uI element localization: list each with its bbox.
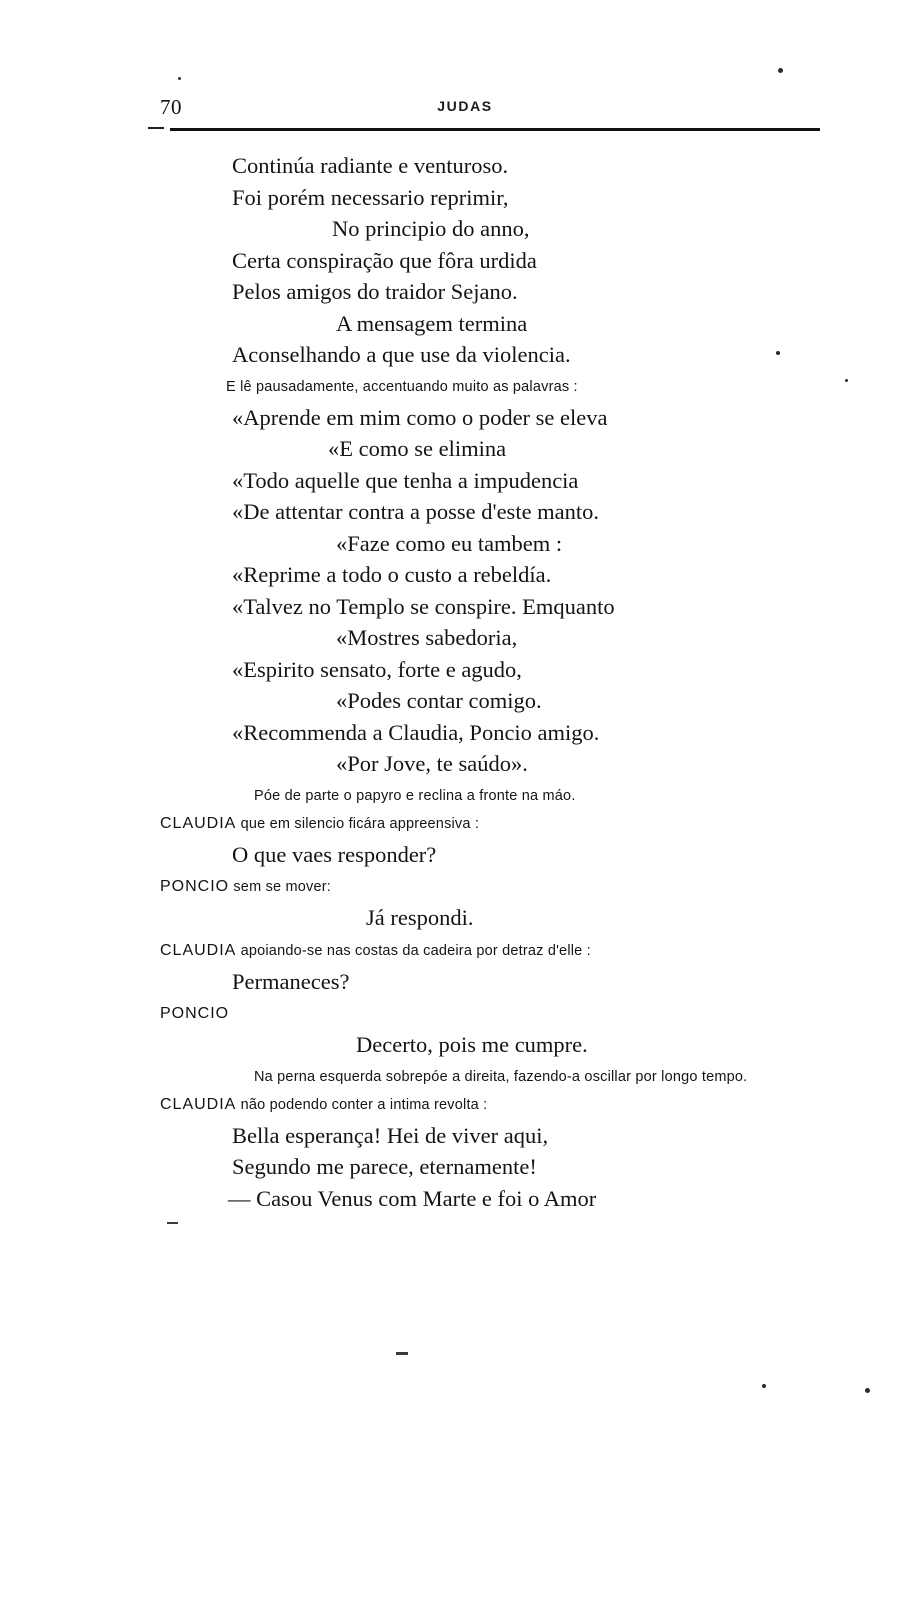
verse-line: «Reprime a todo o custo a rebeldía. [232,562,552,587]
verse-line: — Casou Venus com Marte e foi o Amor [228,1185,597,1211]
verse-line: «Por Jove, te saúdo». [336,751,528,776]
running-head [160,95,770,121]
verse-line: «Talvez no Templo se conspire. Emquanto [232,593,615,619]
verse-line: No principio do anno, [332,216,530,241]
verse-line: Certa conspiração que fôra urdida [232,247,537,273]
speaker-name: CLAUDIA [160,1095,237,1113]
speaker-cue [160,1003,850,1025]
verse-line: Bella esperança! Hei de viver aqui, [232,1122,549,1148]
scan-speck-icon [865,1388,870,1393]
verse-line: «De attentar contra a posse d'este manto. [232,499,600,524]
scan-speck-icon [778,68,783,73]
verse-line: O que vaes responder? [232,841,437,867]
scan-dash-icon [396,1352,408,1355]
scan-speck-icon [178,77,181,80]
speaker-name: CLAUDIA [160,814,237,832]
speaker-cue [160,876,850,898]
speaker-direction: que em silencio ficára appreensiva : [236,815,480,832]
verse-line: «E como se elimina [328,436,507,461]
verse-line: Permaneces? [232,968,350,994]
verse-line: Continúa radiante e venturoso. [232,153,509,178]
verse-line: Decerto, pois me cumpre. [356,1032,588,1057]
page-number: 70 [160,95,182,119]
verse-line: «Espirito sensato, forte e agudo, [232,656,522,682]
text-body [160,150,850,1214]
speaker-name: CLAUDIA [160,941,237,959]
stage-direction: E lê pausadamente, accentuando muito as palavras : [226,378,578,395]
verse-line: «Podes contar comigo. [336,688,542,713]
speaker-name: PONCIO [160,1005,230,1022]
header-rule [170,128,820,131]
speaker-name: PONCIO [160,878,230,895]
rule-dash [148,127,164,129]
verse-line: Pelos amigos do traidor Sejano. [232,279,518,304]
verse-line: «Mostres sabedoria, [336,625,518,650]
stage-direction: Na perna esquerda sobrepóe a direita, fazendo-a oscillar por longo tempo. [254,1068,748,1085]
verse-line: «Faze como eu tambem : [336,530,563,556]
running-title: JUDAS [437,98,493,114]
verse-line: Aconselhando a que use da violencia. [232,342,571,367]
speaker-direction: apoiando-se nas costas da cadeira por detraz d'elle : [236,942,591,959]
verse-line: «Todo aquelle que tenha a impudencia [232,467,579,493]
speaker-cue [160,1094,850,1116]
speaker-cue [160,940,850,962]
speaker-direction: não podendo conter a intima revolta : [236,1096,488,1113]
scan-speck-icon [762,1384,766,1388]
verse-line: «Recommenda a Claudia, Poncio amigo. [232,719,600,745]
verse-line: «Aprende em mim como o poder se eleva [232,404,608,430]
speaker-cue [160,813,850,835]
speaker-direction: sem se mover: [229,879,332,895]
scan-dash-icon [167,1222,178,1224]
verse-line: Já respondi. [366,905,474,930]
stage-direction: Póe de parte o papyro e reclina a fronte na máo. [254,787,576,804]
verse-line: Segundo me parece, eternamente! [232,1154,537,1179]
verse-line: Foi porém necessario reprimir, [232,184,509,210]
verse-line: A mensagem termina [336,310,528,336]
